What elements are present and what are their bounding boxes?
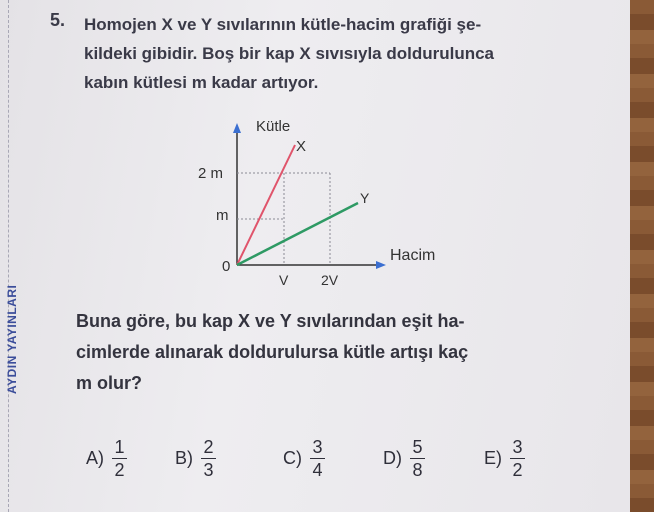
fraction-bar — [510, 458, 525, 459]
question-stem — [84, 10, 564, 97]
wooden-table-edge — [630, 0, 654, 512]
stem-line: kildeki gibidir. Boş bir kap X sıvısıyla doldurulunca — [84, 44, 495, 63]
choice-letter: B) — [175, 447, 193, 468]
question-text — [76, 306, 596, 399]
question-line: m olur? — [76, 373, 142, 393]
stem-line: Homojen X ve Y sıvılarının kütle-hacim grafiği şe- — [84, 15, 482, 34]
fraction-numerator: 1 — [114, 436, 125, 457]
choice-letter: D) — [383, 447, 402, 468]
stem-line: kabın kütlesi m kadar artıyor. — [84, 73, 319, 92]
fraction-denominator: 2 — [114, 459, 125, 480]
y-axis-arrow-icon — [233, 123, 241, 133]
tick-2v: 2V — [321, 272, 339, 285]
choice-fraction — [112, 437, 127, 480]
question-number: 5. — [50, 10, 66, 30]
choice-e[interactable] — [484, 428, 525, 488]
tick-2m: 2 m — [198, 165, 224, 182]
choice-a[interactable] — [86, 428, 127, 488]
line-y — [237, 203, 358, 265]
fraction-denominator: 3 — [203, 459, 214, 480]
choice-letter: C) — [283, 447, 302, 468]
line-y-label: Y — [360, 190, 370, 206]
mass-volume-graph — [190, 115, 470, 285]
x-axis-label: Hacim — [390, 247, 436, 264]
fraction-bar — [112, 458, 127, 459]
line-x-label: X — [296, 138, 307, 155]
choice-b[interactable] — [175, 428, 216, 488]
fraction-numerator: 2 — [203, 436, 214, 457]
fraction-bar — [201, 458, 216, 459]
choice-fraction — [310, 437, 325, 480]
choice-fraction — [410, 437, 425, 480]
tick-v: V — [279, 272, 289, 285]
x-axis-arrow-icon — [376, 261, 386, 269]
choice-fraction — [201, 437, 216, 480]
question-line: Buna göre, bu kap X ve Y sıvılarından eşit ha- — [76, 311, 465, 331]
fraction-bar — [410, 458, 425, 459]
choice-letter: E) — [484, 447, 502, 468]
fraction-numerator: 5 — [412, 436, 423, 457]
y-axis-label: Kütle — [256, 118, 291, 135]
fraction-numerator: 3 — [312, 436, 323, 457]
tick-m: m — [216, 207, 229, 224]
line-x — [237, 145, 295, 265]
fraction-denominator: 4 — [312, 459, 323, 480]
choice-d[interactable] — [383, 428, 425, 488]
question-line: cimlerde alınarak doldurulursa kütle artışı kaç — [76, 342, 469, 362]
choice-c[interactable] — [283, 428, 325, 488]
fraction-numerator: 3 — [512, 436, 523, 457]
choice-letter: A) — [86, 447, 104, 468]
choice-fraction — [510, 437, 525, 480]
publisher-name: AYDIN YAYINLARI — [5, 284, 19, 394]
fraction-bar — [310, 458, 325, 459]
fraction-denominator: 2 — [512, 459, 523, 480]
publisher-side-label — [5, 200, 19, 400]
fraction-denominator: 8 — [412, 459, 423, 480]
tick-origin: 0 — [222, 258, 231, 275]
